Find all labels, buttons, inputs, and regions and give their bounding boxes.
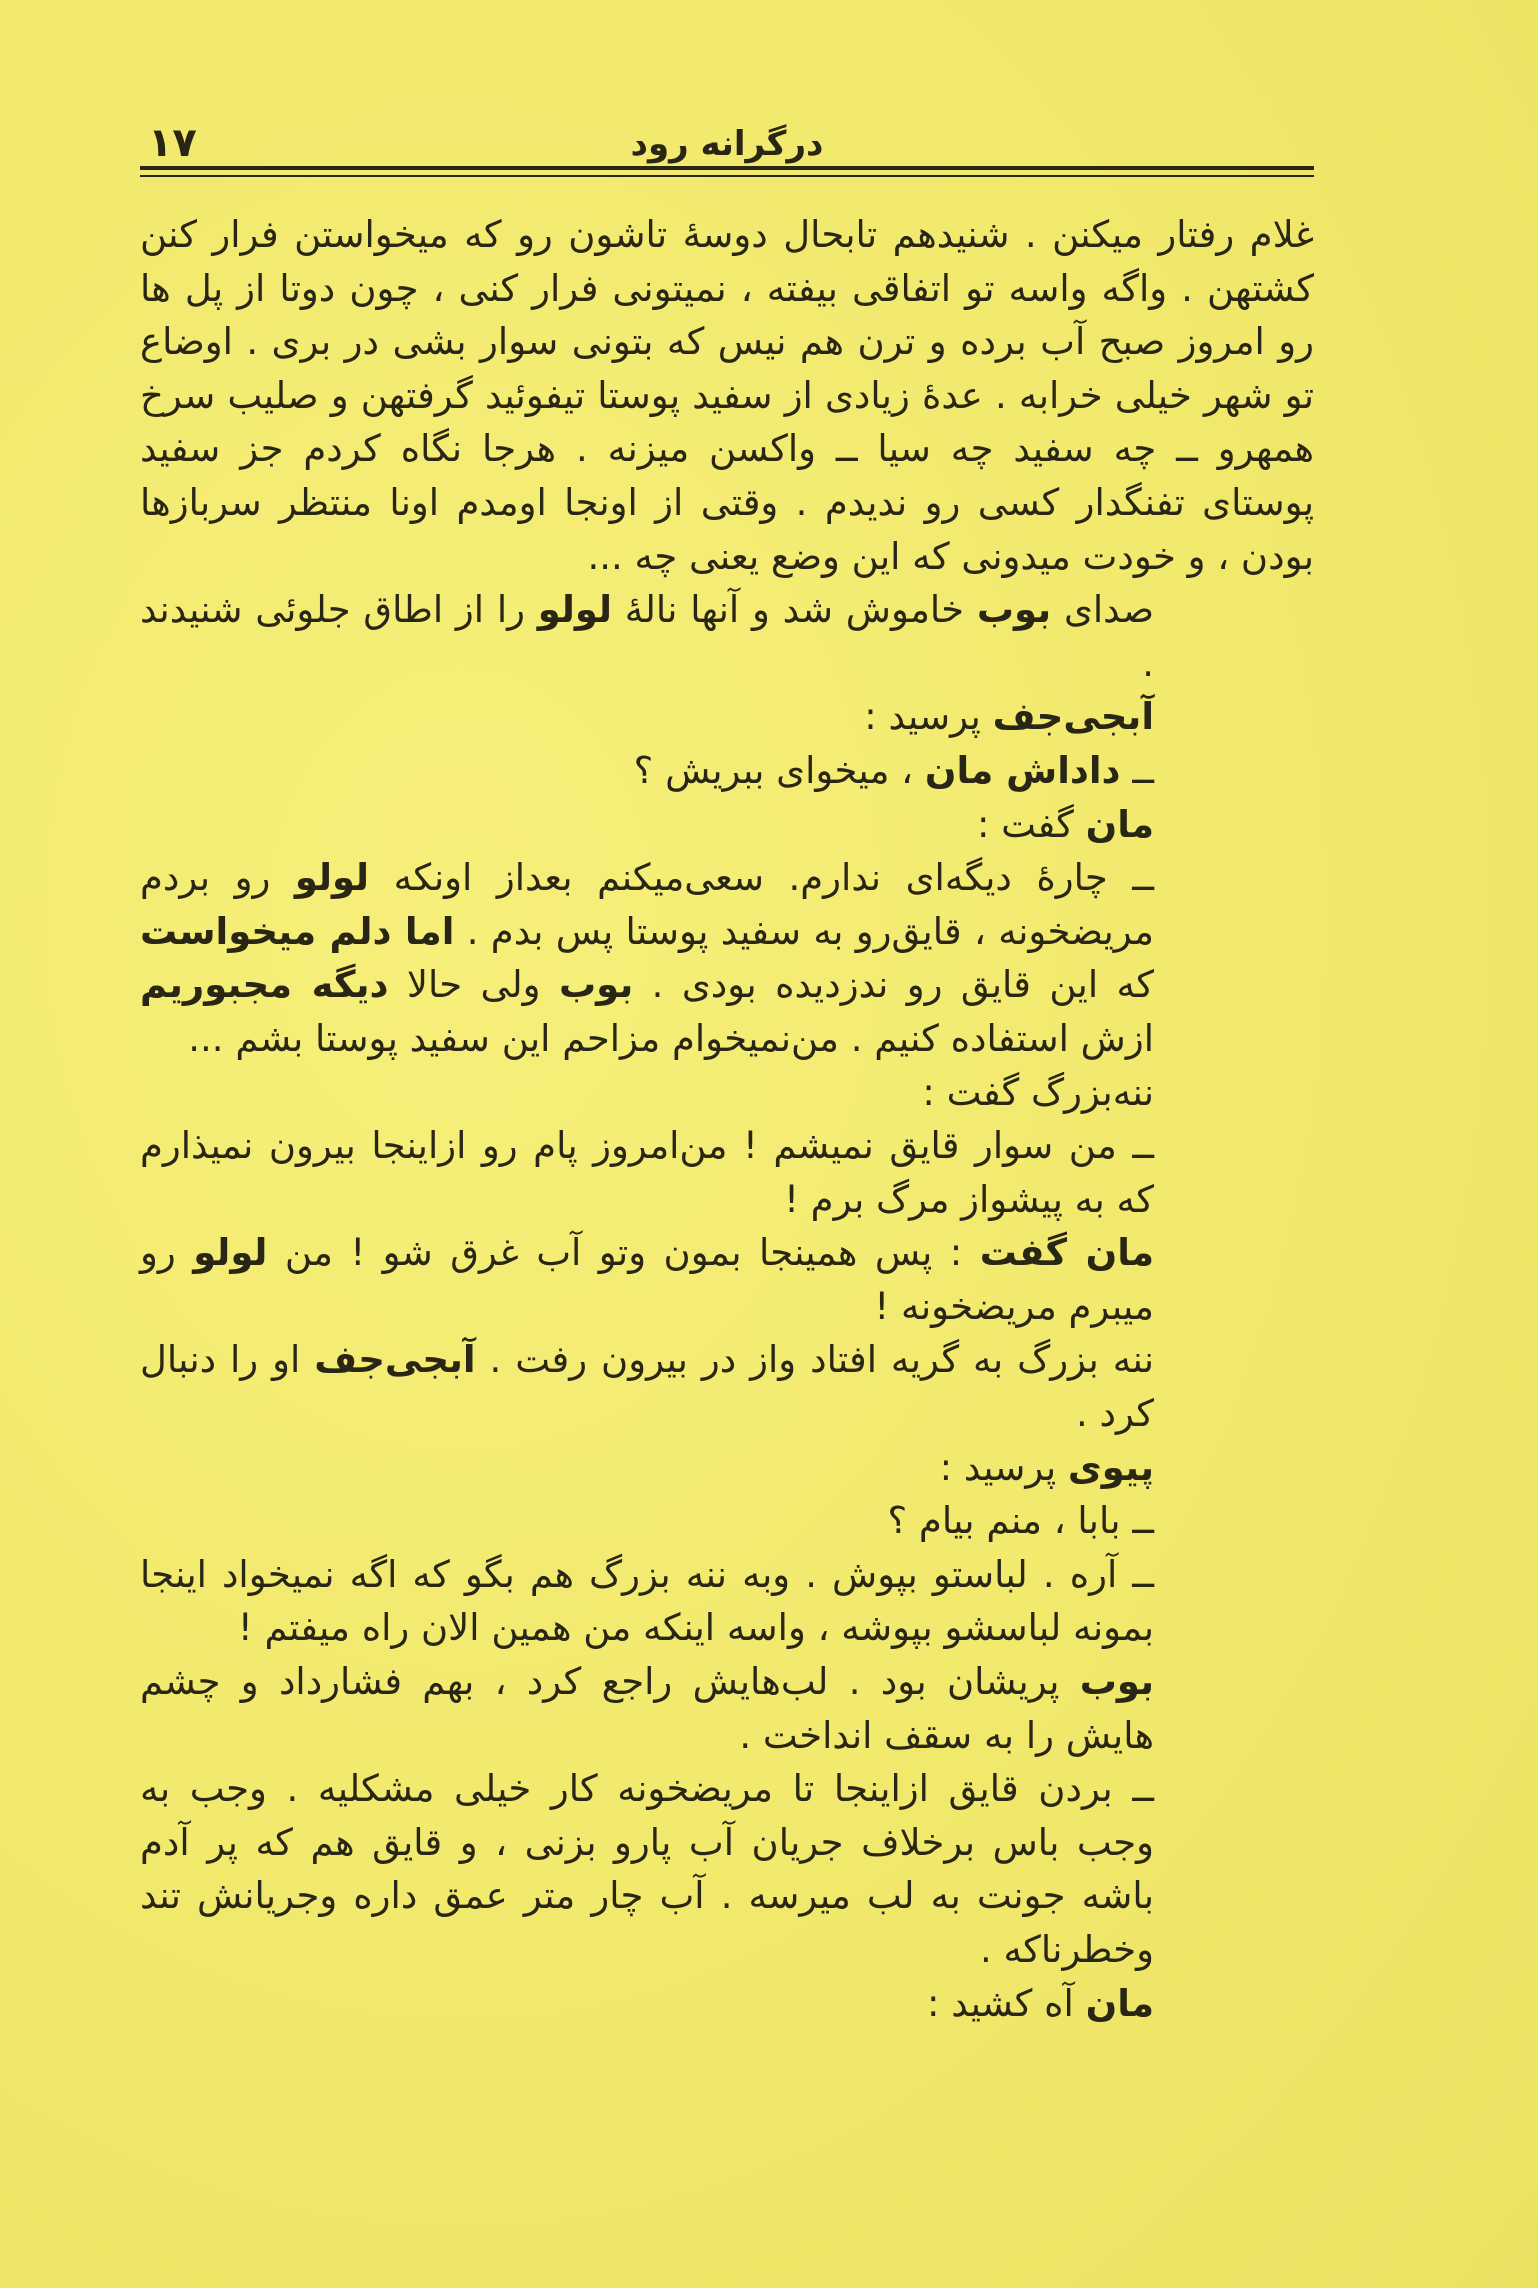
character-name: مان xyxy=(1085,1981,1154,2025)
dialogue-line: ــ داداش مان ، میخوای ببریش ؟ xyxy=(633,748,1154,792)
dialogue-line: ــ بردن قایق ازاینجا تا مریضخونه کار خیلی مشکلیه . وجب به وجب باس برخلاف جریان آب پارو بزنی ، و قایق هم که پر آدم باشه جونت به لب میرسه . آب چار متر عمق داره وجریانش تند وخطرناکه . xyxy=(140,1767,1154,1971)
character-name: لولو xyxy=(193,1231,268,1275)
character-name: مان xyxy=(1085,802,1154,846)
paragraph: ننه‌بزرگ گفت : xyxy=(922,1070,1154,1114)
paragraph: بوب پریشان بود . لب‌هایش راجع کرد ، بهم فشارداد و چشم هایش را به سقف انداخت . xyxy=(140,1660,1154,1757)
character-name: بوب xyxy=(976,588,1052,632)
character-name: مان گفت xyxy=(979,1231,1155,1275)
paragraph: ننه بزرگ به گریه افتاد واز در بیرون رفت . آبجی‌جف او را دنبال کرد . xyxy=(140,1338,1154,1436)
paragraph: مان گفت : پس همینجا بمون وتو آب غرق شو ! من لولو رو میبرم مریضخونه ! xyxy=(140,1231,1155,1328)
paragraph: غلام رفتار میکنن . شنیدهم تابحال دوسهٔ تاشون رو که میخواستن فرار کنن کشتهن . واگه واسه تو اتفاقی بیفته ، نمیتونی فرار کنی ، چون دوتا از پل ها رو امروز صبح آب برده و ترن هم نیس که بتونی سوار بشی در بری . اوضاع تو شهر خیلی خرابه . عدهٔ زیادی از سفید پوستا تیفوئید گرفتهن و صلیب سرخ همهرو ــ چه سفید چه سیا ــ واکسن میزنه . هرجا نگاه کردم جز سفید پوستای تفنگدار کسی رو ندیدم . وقتی از اونجا اومدم اونا منتظر سربازها بودن ، و خودت میدونی که این وضع یعنی چه ... xyxy=(140,213,1314,578)
paragraph: پیوی پرسید : xyxy=(939,1445,1154,1489)
paragraph: مان آه کشید : xyxy=(926,1981,1154,2025)
character-name: لولو xyxy=(537,588,612,632)
dialogue-line: ــ آره . لباستو بپوش . وبه ننه بزرگ هم بگو که اگه نمیخواد اینجا بمونه لباسشو بپوشه ، واسه اینکه من همین الان راه میفتم ! xyxy=(140,1552,1154,1650)
character-name: لولو xyxy=(294,856,370,900)
paragraph: آبجی‌جف پرسید : xyxy=(864,695,1154,739)
emphasis-text: دیگه مجبوریم xyxy=(140,963,389,1007)
character-name: آبجی‌جف xyxy=(992,695,1154,739)
header-rule-thin xyxy=(140,175,1314,177)
page-number: ۱۷ xyxy=(148,120,197,166)
dialogue-line: ــ چارهٔ دیگه‌ای ندارم. سعی‌میکنم بعداز اونکه لولو رو بردم مریضخونه ، قایق‌رو به‌ سفید پوستا پس بدم . اما دلم میخواست که این قایق رو ندزدیده بودی . بوب ولی حالا دیگه مجبوریم ازش استفاده کنیم . من‌نمیخوام مزاحم این سفید پوستا بشم ... xyxy=(140,856,1154,1060)
dialogue-line: ــ بابا ، منم بیام ؟ xyxy=(887,1499,1154,1543)
header-rule-thick xyxy=(140,166,1314,170)
paragraph: صدای بوب خاموش شد و آنها نالهٔ لولو را از اطاق جلوئی شنیدند . xyxy=(140,588,1155,685)
body-text xyxy=(140,208,1314,2030)
character-name: پیوی xyxy=(1067,1445,1154,1489)
character-name: بوب xyxy=(1079,1660,1154,1704)
running-title: درگرانه رود xyxy=(630,124,824,164)
paragraph: مان گفت : xyxy=(976,802,1154,846)
character-name: آبجی‌جف xyxy=(314,1338,476,1382)
character-name: بوب xyxy=(558,963,634,1007)
page-header xyxy=(140,120,1314,170)
dialogue-line: ــ من سوار قایق نمیشم ! من‌امروز پام رو ازاینجا بیرون نمیذارم که به پیشواز مرگ برم ! xyxy=(140,1124,1154,1221)
character-name: داداش مان xyxy=(924,748,1121,792)
emphasis-text: اما دلم میخواست xyxy=(140,909,455,953)
